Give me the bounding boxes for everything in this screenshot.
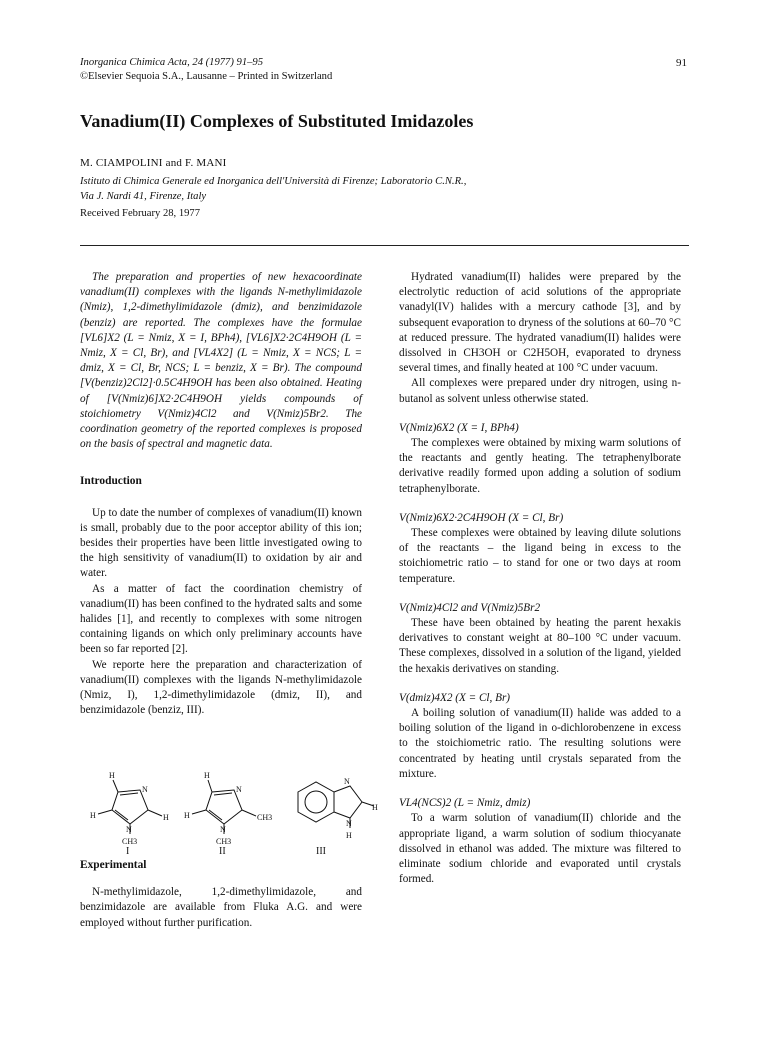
- affiliation-line-2: Via J. Nardi 41, Firenze, Italy: [80, 191, 207, 202]
- atom-label: H: [372, 803, 378, 812]
- authors: M. CIAMPOLINI and F. MANI: [80, 157, 227, 169]
- right-column: [399, 270, 681, 887]
- subsection-heading-5: VL4(NCS)2 (L = Nmiz, dmiz): [399, 797, 531, 810]
- atom-label: N: [142, 785, 148, 794]
- subsection-heading-2: V(Nmiz)6X2·2C4H9OH (X = Cl, Br): [399, 511, 564, 524]
- atom-label: CH3: [122, 837, 138, 846]
- atom-label: N: [344, 777, 350, 786]
- intro-paragraph-2: As a matter of fact the coordination chemistry of vanadium(II) has been confined to the hydrated salts and some halides [1], and recently to complexes with some nitrogen containing ligands on which only preliminary accounts have been so far reported [2].: [80, 582, 362, 656]
- subsection-text-1: The complexes were obtained by mixing warm solutions of the reactants and gently heating. The tetraphenylborate derivative readily formed upon adding a solution of sodium tetraphenylborate.: [399, 437, 681, 495]
- atom-label: H: [204, 771, 210, 780]
- imidazole-ring-I: [112, 790, 148, 824]
- publisher-line: ©Elsevier Sequoia S.A., Lausanne – Printed in Switzerland: [80, 71, 333, 82]
- imidazole-ring-II: [206, 790, 242, 824]
- abstract: The preparation and properties of new hexacoordinate vanadium(II) complexes with the ligands N-methylimidazole (Nmiz), 1,2-dimethylimidazole (dmiz), and benzimidazole (benziz) are reported. The complexes have the formulae [VL6]X2 (L = Nmiz, X = I, BPh4), [VL6]X2·2C4H9OH (L = Nmiz, X = Cl, Br), and [VL4X2] (L = Nmiz, X = NCS; L = dmiz, X = Cl, Br, NCS; L = benziz, X = Br). The compound [V(benziz)2Cl2]·0.5C4H9OH has been also obtained. Heating of [V(Nmiz)6]X2·2C4H9OH yields compounds of stoichiometry V(Nmiz)4Cl2 and V(Nmiz)5Br2. The coordination geometry of the reported complexes is proposed on the basis of spectral and magnetic data.: [80, 271, 362, 451]
- introduction-heading: Introduction: [80, 475, 142, 488]
- preparation-paragraph-2: All complexes were prepared under dry nitrogen, using n-butanol as solvent unless otherwise stated.: [399, 377, 681, 405]
- subsection-text-2: These complexes were obtained by leaving dilute solutions of the reactants – the ligand being in excess to the stoichiometric ratio – to stand for one or two days at room temperature.: [399, 527, 681, 585]
- experimental-section: [80, 858, 362, 931]
- left-column: [80, 270, 362, 718]
- atom-label: N: [126, 825, 132, 834]
- preparation-paragraph-1: Hydrated vanadium(II) halides were prepared by the electrolytic reduction of acid solutions of the appropriate vanadyl(IV) halides with a mercury cathode [3], and by subsequent evaporation to dryness of the solutions at 60–70 °C at reduced pressure. The hydrated vanadium(II) halides were dissolved in CH3OH or C2H5OH, evaporated to dryness several times, and finally heated at 100 °C under vacuum.: [399, 271, 681, 375]
- atom-label: H: [346, 831, 352, 840]
- atom-label: H: [90, 811, 96, 820]
- atom-label: N: [220, 825, 226, 834]
- benzene-ring-III: [298, 782, 334, 822]
- header-rule: [80, 245, 689, 246]
- atom-label: H: [109, 771, 115, 780]
- structure-drawings: [80, 762, 380, 852]
- subsection-text-4: A boiling solution of vanadium(II) halide was added to a boiling solution of the ligand in o-dichlorobenzene in excess to the stoichiometric ratio. The resulting solutions were concentrated by heating until crystals separated from the mixture.: [399, 707, 681, 780]
- atom-label: N: [236, 785, 242, 794]
- imidazole-ring-III: [334, 786, 362, 818]
- atom-label: H: [184, 811, 190, 820]
- subsection-text-5: To a warm solution of vanadium(II) chloride and the appropriate ligand, a warm solution of sodium thiocyanate dissolved in ethanol was added. The mixture was filtered to eliminate sodium chloride and evaporated until crystals formed.: [399, 812, 681, 886]
- experimental-heading: Experimental: [80, 859, 147, 871]
- subsection-heading-4: V(dmiz)4X2 (X = Cl, Br): [399, 691, 511, 704]
- article-title: Vanadium(II) Complexes of Substituted Imidazoles: [80, 111, 474, 131]
- page-number: 91: [676, 57, 687, 69]
- atom-label: H: [163, 813, 169, 822]
- structure-label-II: II: [219, 846, 226, 857]
- structure-label-I: I: [126, 846, 130, 857]
- intro-paragraph-3: We reporte here the preparation and characterization of vanadium(II) complexes with the ligands N-methylimidazole (Nmiz, I), 1,2-dimethylimidazole (dmiz, II), and benzimidazole (benziz, III).: [80, 658, 362, 717]
- atom-label: CH3: [257, 813, 273, 822]
- intro-paragraph-1: Up to date the number of complexes of vanadium(II) known is small, probably due to the poor acceptor ability of this ion; besides their properties have been little investigated owing to the high sensitivity of vanadium(II) to oxidation by air and water.: [80, 506, 362, 580]
- journal-citation: Inorganica Chimica Acta, 24 (1977) 91–95: [80, 57, 264, 68]
- subsection-heading-1: V(Nmiz)6X2 (X = I, BPh4): [399, 421, 519, 434]
- structure-label-III: III: [316, 846, 326, 857]
- subsection-heading-3: V(Nmiz)4Cl2 and V(Nmiz)5Br2: [399, 601, 541, 614]
- experimental-paragraph-1: N-methylimidazole, 1,2-dimethylimidazole, and benzimidazole are available from Fluka A.G. and were employed without further purification.: [80, 886, 362, 929]
- atom-label: CH3: [216, 837, 232, 846]
- ligand-structures: [80, 762, 380, 857]
- atom-label: N: [346, 819, 352, 828]
- affiliation-line-1: Istituto di Chimica Generale ed Inorganica dell'Università di Firenze; Laboratorio C.N.R.,: [80, 176, 467, 187]
- received-date: Received February 28, 1977: [80, 208, 201, 219]
- subsection-text-3: These have been obtained by heating the parent hexakis derivatives to constant weight at 80–100 °C under vacuum. These complexes, dissolved in a solution of the ligand, yielded the hexakis derivatives on standing.: [399, 617, 681, 675]
